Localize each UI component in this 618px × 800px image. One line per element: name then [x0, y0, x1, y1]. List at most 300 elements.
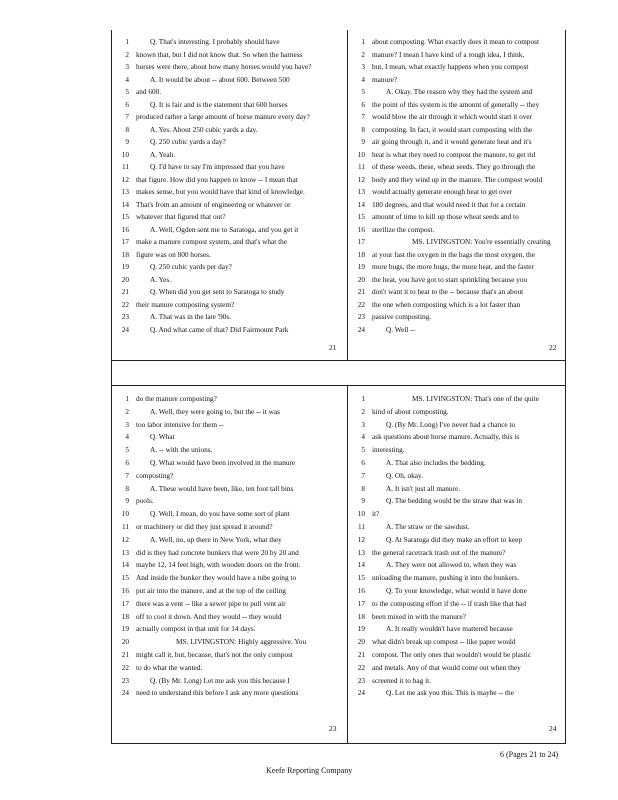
line-number: 23 [121, 675, 129, 685]
line-number: 7 [361, 112, 365, 121]
transcript-line [115, 444, 345, 455]
line-text: at your fast the oxygen in the bags the most oxygen, the [372, 249, 535, 259]
line-text: Q. (By Mr. Long) Let me ask you this because I [150, 675, 290, 685]
transcript-line [351, 406, 565, 417]
transcript-line [351, 74, 565, 85]
line-text: off to cool it down. And they would -- they would [136, 611, 282, 621]
line-text: do the manure composting? [136, 394, 217, 403]
line-text: A. Well, Ogden sent me to Saratoga, and you get it [150, 224, 299, 234]
line-number: 22 [121, 299, 129, 309]
line-number: 1 [125, 394, 129, 403]
transcript-line [115, 649, 345, 660]
transcript-line [115, 393, 345, 404]
line-number: 3 [361, 419, 365, 429]
line-text: Q. When did you get sent to Saratoga to study [150, 287, 285, 296]
transcript-line [351, 675, 565, 686]
line-text: screened it to bag it. [372, 675, 431, 685]
line-text: passive composting. [372, 312, 432, 321]
line-number: 24 [121, 688, 129, 698]
page-bottom-rule [111, 743, 566, 744]
transcript-line [115, 199, 345, 210]
transcript-page-22 [351, 36, 565, 340]
line-number: 13 [357, 187, 365, 196]
line-text: don't want it to heat to the -- because that's an about [372, 287, 524, 296]
line-text: compost. The only ones that wouldn't would be plastic [372, 650, 532, 659]
line-number: 9 [125, 137, 129, 146]
line-number: 19 [121, 624, 129, 634]
transcript-line [115, 74, 345, 85]
line-text: Q. (By Mr. Long) I've never had a chance to [386, 419, 516, 429]
line-text: and metals. Any of that would come out when they [372, 662, 521, 672]
transcript-line [351, 249, 565, 260]
line-number: 24 [121, 324, 129, 334]
line-number: 23 [121, 312, 129, 321]
center-divider-top [347, 30, 348, 360]
transcript-line [115, 149, 345, 160]
line-text: their manure composting system? [136, 299, 235, 309]
line-text: A. It isn't just all manure. [386, 483, 461, 493]
transcript-line [351, 174, 565, 185]
line-number: 6 [361, 99, 365, 109]
line-number: 16 [121, 586, 129, 595]
transcript-line [351, 508, 565, 519]
transcript-line [115, 675, 345, 686]
line-text: Q. And what came of that? Did Fairmount Park [150, 324, 289, 334]
transcript-line [351, 136, 565, 147]
line-text: MS. LIVINGSTON: That's one of the quite [412, 394, 539, 403]
transcript-line [351, 261, 565, 272]
reporting-company: Keefe Reporting Company [266, 766, 353, 775]
line-text: air going through it, and it would generate heat and it's [372, 137, 532, 146]
transcript-line [351, 457, 565, 468]
line-text: Q. Oh, okay. [386, 470, 424, 480]
transcript-line [115, 136, 345, 147]
transcript-line [351, 186, 565, 197]
line-text: amount of time to kill up those wheat seeds and to [372, 212, 519, 221]
transcript-line [115, 547, 345, 558]
line-number: 12 [357, 534, 365, 544]
line-text: makes sense, but you would have that kind of knowledge. [136, 187, 305, 196]
line-text: put air into the manure, and at the top of the ceiling [136, 586, 286, 595]
transcript-line [351, 419, 565, 430]
line-number: 4 [125, 432, 129, 442]
transcript-line [115, 174, 345, 185]
transcript-line [115, 483, 345, 494]
transcript-line [351, 598, 565, 609]
line-text: unloading the manure, pushing it into the bunkers. [372, 573, 519, 583]
transcript-line [115, 406, 345, 417]
transcript-line [351, 61, 565, 72]
transcript-line [351, 199, 565, 210]
line-text: ask questions about horse manure. Actually, this is [372, 432, 520, 442]
line-text: did is they had concrete bunkers that were 20 by 20 and [136, 547, 299, 557]
transcript-line [115, 236, 345, 247]
line-number: 2 [361, 49, 365, 59]
transcript-line [115, 495, 345, 506]
transcript-line [115, 662, 345, 673]
top-panel-bottom-rule-left [111, 360, 347, 361]
line-text: body and they wind up in the manure. The compost would [372, 174, 543, 184]
line-number: 24 [357, 688, 365, 698]
line-text: Q. To your knowledge, what would it have done [386, 586, 527, 595]
transcript-line [115, 224, 345, 235]
line-text: there was a vent -- like a sewer pipe to pull vent air [136, 598, 286, 608]
line-text: horses were there, about how many horses would you have? [136, 62, 312, 71]
line-text: been mixed in with the manure? [372, 611, 466, 621]
line-number: 7 [125, 112, 129, 121]
line-text: the heat, you have got to start sprinkling because you [372, 274, 528, 284]
transcript-line [351, 211, 565, 222]
line-text: that figure. How did you happen to know -- I mean that [136, 174, 298, 184]
transcript-line [351, 483, 565, 494]
line-number: 6 [361, 458, 365, 467]
transcript-line [351, 559, 565, 570]
transcript-line [115, 687, 345, 698]
line-number: 7 [125, 470, 129, 480]
transcript-line [351, 662, 565, 673]
line-number: 8 [361, 483, 365, 493]
line-text: sterilize the compost. [372, 224, 435, 234]
transcript-line [115, 99, 345, 110]
transcript-line [351, 444, 565, 455]
transcript-line [115, 124, 345, 135]
transcript-line [351, 572, 565, 583]
line-number: 15 [121, 212, 129, 221]
line-text: Q. 250 cubic yards per day? [150, 262, 232, 271]
line-text: maybe 12, 14 feet high, with wooden doors on the front. [136, 560, 301, 570]
line-number: 9 [361, 496, 365, 506]
line-text: manure? I mean I have kind of a rough idea, I think, [372, 49, 525, 59]
line-text: Q. Well -- [386, 324, 416, 334]
line-text: Q. Let me ask you this. This is maybe -- the [386, 688, 514, 698]
line-number: 15 [357, 212, 365, 221]
line-text: would actually generate enough heat to get over [372, 187, 513, 196]
line-number: 1 [361, 37, 365, 46]
transcript-line [115, 457, 345, 468]
line-text: too labor intensive for them -- [136, 419, 224, 429]
line-text: the point of this system is the amount of generally -- they [372, 99, 540, 109]
line-number: 11 [357, 522, 365, 531]
transcript-line [351, 311, 565, 322]
line-number: 23 [357, 312, 365, 321]
transcript-line [115, 636, 345, 647]
line-number: 3 [361, 62, 365, 71]
line-text: manure? [372, 74, 398, 84]
line-text: composting? [136, 470, 174, 480]
line-text: pools. [136, 496, 154, 506]
right-border [565, 30, 566, 744]
line-text: Q. That's interesting. I probably should have [150, 37, 280, 46]
line-number: 8 [361, 124, 365, 134]
line-number: 7 [361, 470, 365, 480]
line-number: 2 [125, 49, 129, 59]
transcript-line [115, 186, 345, 197]
transcript-line [115, 274, 345, 285]
line-number: 14 [121, 199, 129, 209]
line-number: 12 [357, 174, 365, 184]
transcript-line [351, 161, 565, 172]
line-text: figure was on 800 horses. [136, 249, 211, 259]
line-number: 15 [357, 573, 365, 583]
transcript-line [351, 49, 565, 60]
transcript-line [351, 547, 565, 558]
center-divider-bottom [347, 385, 348, 744]
line-number: 20 [121, 637, 129, 647]
line-number: 18 [357, 249, 365, 259]
line-number: 4 [361, 432, 365, 442]
line-text: more bugs, the more bugs, the more heat, and the faster [372, 262, 534, 271]
line-text: would blow the air through it which would start it over [372, 112, 533, 121]
line-text: A. That also includes the bedding. [386, 458, 486, 467]
line-number: 18 [121, 249, 129, 259]
transcript-line [115, 611, 345, 622]
line-number: 21 [121, 650, 129, 659]
line-number: 15 [121, 573, 129, 583]
line-number: 20 [357, 274, 365, 284]
line-number: 17 [357, 598, 365, 608]
transcript-page-21 [115, 36, 345, 340]
transcript-line [115, 286, 345, 297]
line-number: 19 [357, 624, 365, 634]
line-text: A. That was in the late '90s. [150, 312, 232, 321]
line-text: A. Yeah. [150, 149, 176, 159]
line-text: might call it, but, because, that's not the only compost [136, 650, 293, 659]
line-text: make a manure compost system, and that's what the [136, 237, 288, 246]
line-text: or machinery or did they just spread it around? [136, 522, 273, 531]
transcript-line [115, 598, 345, 609]
line-number: 23 [357, 675, 365, 685]
line-number: 19 [121, 262, 129, 271]
line-text: A. The straw or the sawdust. [386, 522, 470, 531]
line-text: That's from an amount of engineering or whatever or [136, 199, 291, 209]
line-number: 9 [125, 496, 129, 506]
transcript-line [115, 508, 345, 519]
transcript-line [351, 299, 565, 310]
line-text: A. It would be about -- about 600. Between 500 [150, 74, 290, 84]
transcript-line [351, 36, 565, 47]
transcript-line [115, 86, 345, 97]
transcript-line [351, 224, 565, 235]
transcript-line [115, 161, 345, 172]
line-number: 22 [357, 662, 365, 672]
line-number: 10 [357, 509, 365, 519]
transcript-line [351, 86, 565, 97]
line-number: 12 [121, 534, 129, 544]
line-text: Q. The bedding would be the straw that was in [386, 496, 523, 506]
line-text: need to understand this before I ask any more questions [136, 688, 299, 698]
line-text: A. Yes. [150, 274, 172, 284]
transcript-line [351, 470, 565, 481]
line-number: 5 [125, 445, 129, 455]
line-number: 1 [361, 394, 365, 403]
line-text: what didn't break up compost -- like paper would [372, 637, 516, 647]
transcript-page-23 [115, 393, 345, 705]
transcript-line [351, 149, 565, 160]
line-number: 10 [121, 149, 129, 159]
transcript-line [351, 274, 565, 285]
line-number: 21 [121, 287, 129, 296]
line-number: 2 [361, 406, 365, 416]
line-number: 1 [125, 37, 129, 46]
line-number: 16 [357, 586, 365, 595]
transcript-line [351, 99, 565, 110]
transcript-page [111, 30, 566, 744]
line-number: 18 [121, 611, 129, 621]
line-text: A. Well, no, up there in New York, what they [150, 534, 282, 544]
transcript-line [351, 431, 565, 442]
line-number: 3 [125, 62, 129, 71]
line-text: MS. LIVINGSTON: You're essentially creating [412, 237, 551, 246]
line-text: Q. Well, I mean, do you have some sort of plant [150, 509, 290, 519]
line-text: the one when composting which is a lot faster than [372, 299, 521, 309]
transcript-line [115, 311, 345, 322]
transcript-line [351, 585, 565, 596]
transcript-line [351, 521, 565, 532]
line-number: 5 [361, 445, 365, 455]
line-number: 13 [357, 547, 365, 557]
line-text: heat is what they need to compost the manure, to get rid [372, 149, 536, 159]
line-text: A. Okay. The reason why they had the system and [386, 87, 533, 96]
line-text: Q. What would have been involved in the manure [150, 458, 296, 467]
transcript-page-24 [351, 393, 565, 705]
line-text: composting. In fact, it would start composting with the [372, 124, 533, 134]
line-number: 24 [357, 324, 365, 334]
transcript-line [115, 299, 345, 310]
transcript-line [351, 649, 565, 660]
transcript-line [115, 431, 345, 442]
line-number: 13 [121, 547, 129, 557]
line-number: 17 [357, 237, 365, 246]
transcript-line [115, 36, 345, 47]
line-text: A. -- with the unions. [150, 445, 213, 455]
line-number: 18 [357, 611, 365, 621]
line-number: 4 [125, 74, 129, 84]
transcript-line [115, 49, 345, 60]
line-number: 13 [121, 187, 129, 196]
transcript-line [351, 111, 565, 122]
transcript-line [115, 419, 345, 430]
line-number: 16 [357, 224, 365, 234]
left-border [111, 30, 112, 744]
line-number: 11 [121, 162, 129, 171]
transcript-line [351, 393, 565, 404]
pages-range: 6 (Pages 21 to 24) [500, 750, 559, 759]
line-number: 9 [361, 137, 365, 146]
line-text: to do what the wanted. [136, 662, 203, 672]
line-number: 21 [357, 287, 365, 296]
line-text: Q. What [150, 432, 175, 442]
line-number: 5 [361, 87, 365, 96]
line-number: 20 [357, 637, 365, 647]
line-text: A. It really wouldn't have mattered because [386, 624, 513, 634]
transcript-line [115, 470, 345, 481]
transcript-line [115, 261, 345, 272]
transcript-line [115, 211, 345, 222]
line-text: and 600. [136, 87, 162, 96]
transcript-line [351, 534, 565, 545]
line-text: of these weeds, these, wheat seeds. They go through the [372, 162, 536, 171]
line-text: Q. At Saratoga did they make an effort to keep [386, 534, 523, 544]
line-number: 22 [121, 662, 129, 672]
transcript-line [351, 623, 565, 634]
transcript-line [115, 61, 345, 72]
line-text: kind of about composting. [372, 406, 449, 416]
line-number: 6 [125, 99, 129, 109]
line-text: known that, but I did not know that. So when the harness [136, 49, 303, 59]
transcript-line [115, 249, 345, 260]
transcript-line [351, 687, 565, 698]
line-text: actually compost in that unit for 14 days. [136, 624, 256, 634]
line-text: it? [372, 509, 380, 519]
line-number: 10 [357, 149, 365, 159]
transcript-line [115, 111, 345, 122]
transcript-line [115, 572, 345, 583]
line-text: about composting. What exactly does it mean to compost [372, 37, 540, 46]
bottom-panel-top-rule [111, 385, 566, 386]
transcript-line [351, 495, 565, 506]
line-number: 20 [121, 274, 129, 284]
line-number: 11 [357, 162, 365, 171]
transcript-line [351, 236, 565, 247]
top-panel-bottom-rule-right [347, 360, 566, 361]
transcript-line [351, 286, 565, 297]
line-number: 11 [121, 522, 129, 531]
line-text: produced rather a large amount of horse manure every day? [136, 112, 310, 121]
transcript-line [351, 324, 565, 335]
line-text: A. These would have been, like, ten foot tall bins [150, 483, 294, 493]
line-text: to the composting effort if the -- if trash like that had [372, 598, 527, 608]
transcript-line [351, 636, 565, 647]
line-number: 14 [121, 560, 129, 570]
transcript-line [115, 559, 345, 570]
line-text: interesting. [372, 445, 405, 455]
line-text: the general racetrack trash out of the manure? [372, 547, 506, 557]
transcript-line [115, 585, 345, 596]
line-text: but, I mean, what exactly happens when you compost [372, 62, 529, 71]
line-number: 5 [125, 87, 129, 96]
transcript-line [115, 534, 345, 545]
line-number: 2 [125, 406, 129, 416]
line-text: A. Well, they were going to, but the -- it was [150, 406, 280, 416]
line-number: 21 [357, 650, 365, 659]
line-text: Q. It is fair and is the statement that 600 horses [150, 99, 288, 109]
line-text: 180 degrees, and that would need it that for a certain [372, 199, 526, 209]
line-text: A. They were not allowed to, when they was [386, 560, 517, 570]
line-number: 19 [357, 262, 365, 271]
line-number: 17 [121, 598, 129, 608]
line-text: whatever that figured that out? [136, 212, 226, 221]
line-number: 16 [121, 224, 129, 234]
line-number: 3 [125, 419, 129, 429]
line-number: 12 [121, 174, 129, 184]
transcript-line [351, 611, 565, 622]
transcript-line [115, 521, 345, 532]
line-text: And inside the bunker they would have a tube going to [136, 573, 297, 583]
page-number-23: 23 [329, 724, 337, 733]
transcript-line [351, 124, 565, 135]
page-number-21: 21 [329, 343, 337, 352]
page-number-24: 24 [549, 724, 557, 733]
line-text: MS. LIVINGSTON: Highly aggressive. You [176, 637, 307, 647]
line-number: 14 [357, 199, 365, 209]
transcript-line [115, 324, 345, 335]
line-number: 10 [121, 509, 129, 519]
transcript-line [115, 623, 345, 634]
line-text: Q. I'd have to say I'm impressed that you have [150, 162, 285, 171]
line-number: 6 [125, 458, 129, 467]
line-number: 8 [125, 483, 129, 493]
page-number-22: 22 [549, 343, 557, 352]
